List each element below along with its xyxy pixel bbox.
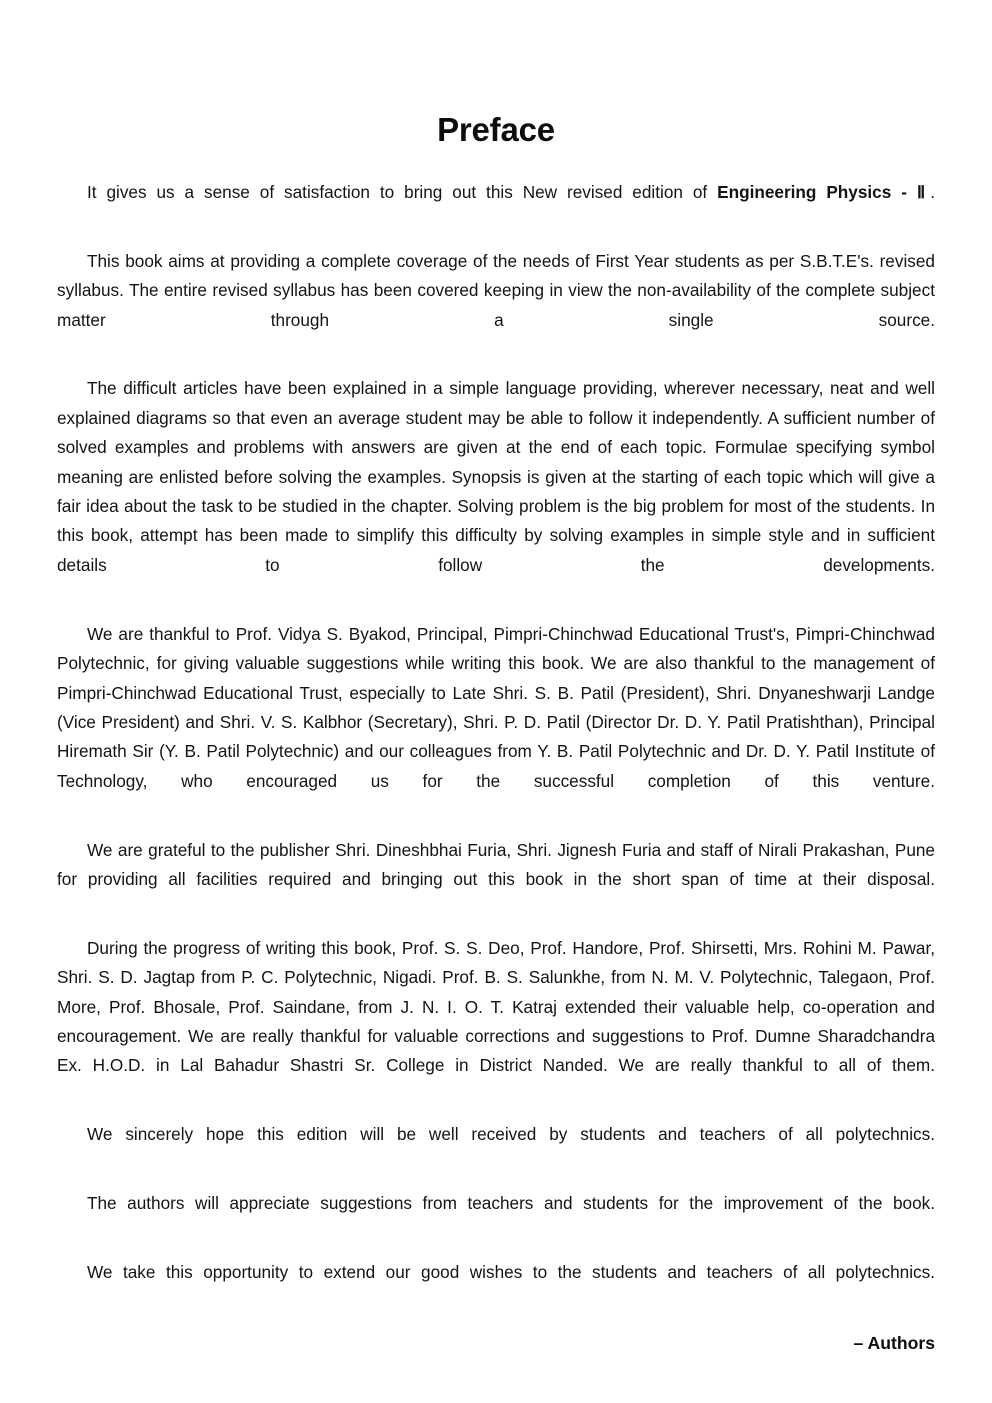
paragraph-5: We are grateful to the publisher Shri. Dineshbhai Furia, Shri. Jignesh Furia and staff of Nirali Prakashan, Pune for providing all facilities required and bringing out this book in the short span of time at their disposal. (57, 839, 935, 889)
paragraph-8: The authors will appreciate suggestions from teachers and students for the improvement of the book. (87, 1193, 935, 1213)
paragraph-9: We take this opportunity to extend our good wishes to the students and teachers of all polytechnics. (87, 1261, 935, 1282)
emphasis-text: Engineering Physics - Ⅱ (717, 182, 931, 202)
paragraph-1: It gives us a sense of satisfaction to bring out this New revised edition of Engineering Physics - Ⅱ. (87, 182, 936, 202)
authors-signature: – Authors (853, 1332, 935, 1353)
paragraph-2: This book aims at providing a complete coverage of the needs of First Year students as per S.B.T.E's. revised syllabus. The entire revised syllabus has been covered keeping in view the non-availability of the complete subject matter through a single source. (57, 250, 935, 330)
paragraph-6: During the progress of writing this book, Prof. S. S. Deo, Prof. Handore, Prof. Shirsetti, Mrs. Rohini M. Pawar, Shri. S. D. Jagtap from P. C. Polytechnic, Nigadi. Prof. B. S. Salunkhe, from N. M. V. Polytechnic, Talegaon, Prof. More, Prof. Bhosale, Prof. Saindane, from J. N. I. O. T. Katraj extended their valuable help, co-operation and encouragement. We are really thankful for valuable corrections and suggestions to Prof. Dumne Sharadchandra Ex. H.O.D. in Lal Bahadur Shastri Sr. College in District Nanded. We are really thankful to all of them. (57, 937, 935, 1076)
page-title: Preface (437, 111, 555, 148)
page-content (57, 0, 935, 1358)
paragraph-3: The difficult articles have been explained in a simple language providing, wherever necessary, neat and well explained diagrams so that even an average student may be able to follow it independently. A sufficient number of solved examples and problems with answers are given at the end of each topic. Formulae specifying symbol meaning are enlisted before solving the examples. Synopsis is given at the starting of each topic which will give a fair idea about the task to be studied in the chapter. Solving problem is the big problem for most of the students. In this book, attempt has been made to simplify this difficulty by solving examples in simple style and in sufficient details to follow the developments. (57, 378, 935, 575)
paragraph-4: We are thankful to Prof. Vidya S. Byakod, Principal, Pimpri-Chinchwad Educational Trust's, Pimpri-Chinchwad Polytechnic, for giving valuable suggestions while writing this book. We are also thankful to the management of Pimpri-Chinchwad Educational Trust, especially to Late Shri. S. B. Patil (President), Shri. Dnyaneshwarji Landge (Vice President) and Shri. V. S. Kalbhor (Secretary), Shri. P. D. Patil (Director Dr. D. Y. Patil Pratishthan), Principal Hiremath Sir (Y. B. Patil Polytechnic) and our colleagues from Y. B. Patil Polytechnic and Dr. D. Y. Patil Institute of Technology, who encouraged us for the successful completion of this venture. (57, 623, 935, 791)
paragraph-7: We sincerely hope this edition will be well received by students and teachers of all polytechnics. (87, 1124, 935, 1145)
